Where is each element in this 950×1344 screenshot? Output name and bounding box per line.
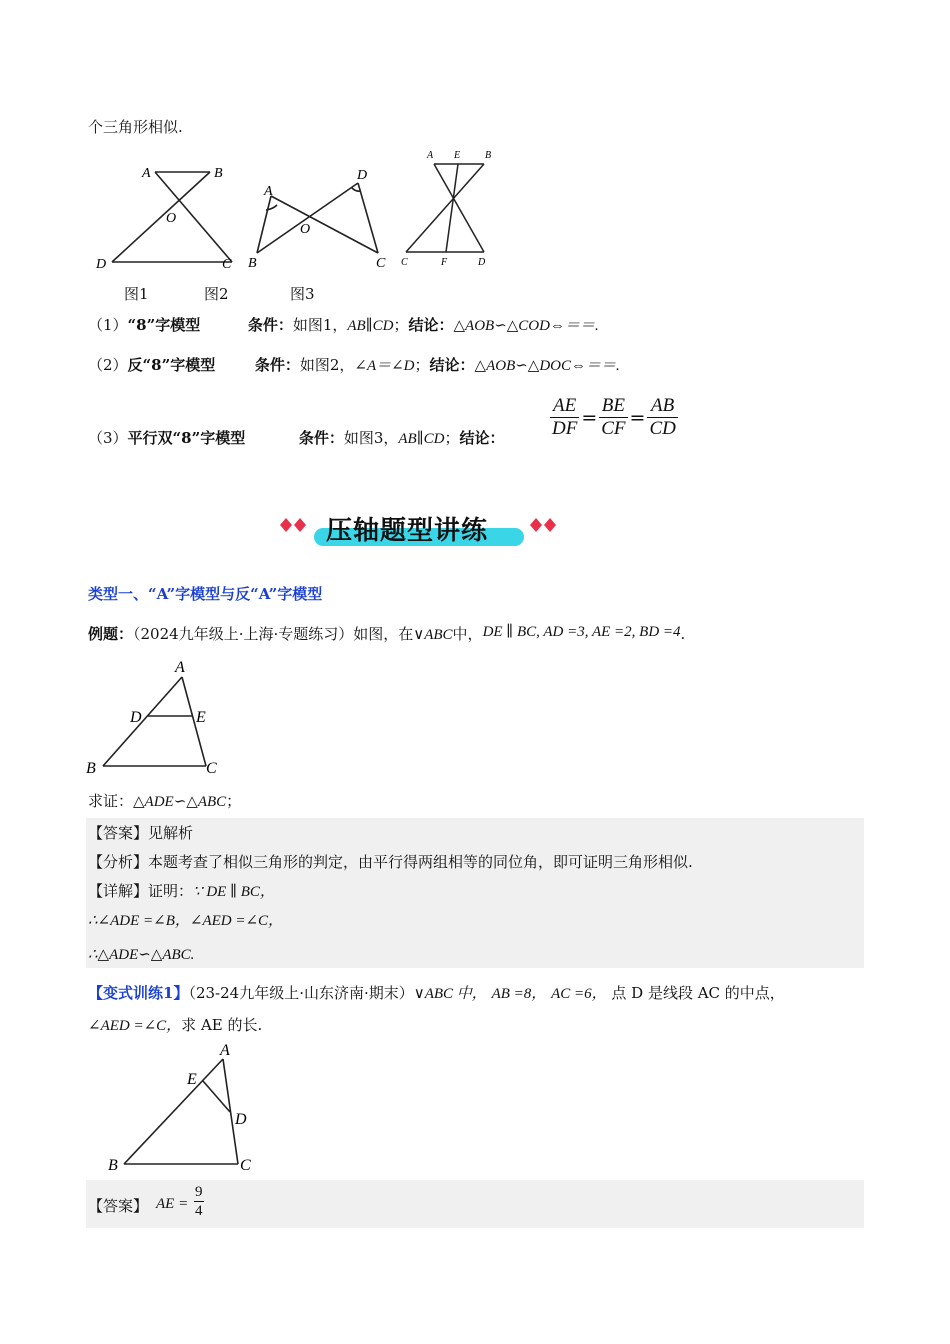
model-3-cond-math: AB∥CD bbox=[398, 431, 445, 447]
fraction-3: $\frac{AB}{CD}$ bbox=[649, 395, 676, 439]
model-1 bbox=[88, 315, 599, 336]
fig2-label-o: O bbox=[300, 222, 311, 237]
fig2-label-c: C bbox=[376, 256, 386, 271]
model-2-conc-math: △AOB∽△DOC⇔＝＝. bbox=[474, 358, 620, 374]
prove-line bbox=[88, 791, 241, 812]
model-2-cond-label: 条件： bbox=[254, 356, 300, 374]
detail-line bbox=[88, 881, 275, 902]
ex-label-c: C bbox=[206, 760, 217, 777]
equals-2: = bbox=[629, 406, 646, 429]
model-2-conc-label: 结论： bbox=[429, 356, 475, 374]
model-2-sep: ； bbox=[414, 356, 430, 374]
model-1-cond-math: AB∥CD bbox=[347, 318, 394, 334]
variant-answer-lhs: AE = bbox=[156, 1196, 189, 1212]
variant-text2: 点 D 是线段 AC 的中点， bbox=[611, 984, 785, 1002]
fig1-label-c: C bbox=[222, 257, 232, 272]
fig2-label-d: D bbox=[357, 168, 368, 183]
analysis-label: 【分析】 bbox=[88, 853, 149, 871]
diamond-left-icon bbox=[278, 516, 312, 534]
ex-label-e: E bbox=[196, 709, 206, 726]
figure-1 bbox=[92, 160, 242, 275]
prove-label: 求证： bbox=[88, 792, 134, 810]
variant-ab: AB =8， bbox=[491, 986, 547, 1002]
model-2 bbox=[88, 355, 620, 376]
detail-line3: ∴△ADE∽△ABC. bbox=[88, 947, 195, 963]
diamond-right-icon bbox=[528, 516, 562, 534]
var-label-b: B bbox=[108, 1157, 118, 1174]
detail-line1: ∵ DE ∥ BC， bbox=[193, 884, 275, 900]
fraction-1: $\frac{AE}{DF}$ bbox=[552, 395, 578, 439]
fig1-label-d: D bbox=[96, 257, 107, 272]
model-1-num: （1） bbox=[88, 316, 128, 334]
variant-angle: ∠AED =∠C， bbox=[88, 1018, 182, 1034]
model-2-cond-math: ∠A＝∠D bbox=[354, 358, 415, 374]
variant-line2 bbox=[88, 1015, 262, 1036]
ex-label-b: B bbox=[86, 760, 96, 777]
answer-line bbox=[88, 823, 193, 843]
fig3-label-a: A bbox=[427, 150, 434, 161]
ex-label-d: D bbox=[130, 709, 142, 726]
example-source: （2024九年级上·上海·专题练习）如图，在 bbox=[133, 625, 414, 643]
model-1-conc-math: △AOB∽△COD⇔＝＝. bbox=[453, 318, 599, 334]
fig2-label-a: A bbox=[264, 184, 273, 199]
model-2-cond: 如图2， bbox=[299, 356, 355, 374]
prove-math: △ADE∽△ABC bbox=[133, 794, 227, 810]
detail-line2: ∴∠ADE =∠B，∠AED =∠C， bbox=[88, 913, 284, 929]
model-1-name: “8”字模型 bbox=[127, 316, 201, 334]
ex-label-a: A bbox=[175, 659, 185, 676]
variant-answer-fraction bbox=[194, 1183, 204, 1220]
variant-source: （23-24九年级上·山东济南·期末） bbox=[188, 984, 414, 1002]
equals-1: = bbox=[581, 406, 598, 429]
model-3-sep: ； bbox=[444, 429, 460, 447]
fig1-label-o: O bbox=[166, 211, 177, 226]
caption-fig3: 图3 bbox=[290, 285, 315, 303]
fig3-label-d: D bbox=[478, 257, 486, 268]
var-label-e: E bbox=[187, 1071, 197, 1088]
example-end: . bbox=[680, 625, 686, 643]
fig3-label-e: E bbox=[454, 150, 461, 161]
variant-figure bbox=[104, 1040, 264, 1175]
variant-answer-label: 【答案】 bbox=[88, 1197, 149, 1215]
example-line bbox=[88, 624, 685, 645]
fig1-label-a: A bbox=[142, 166, 151, 181]
example-figure bbox=[84, 656, 234, 781]
variant-answer-den: 4 bbox=[195, 1203, 203, 1219]
analysis-line bbox=[88, 852, 693, 872]
example-given: DE ∥ BC, AD =3, AE =2, BD =4 bbox=[482, 624, 681, 640]
variant-ac: AC =6， bbox=[551, 986, 607, 1002]
model-3-cond: 如图3， bbox=[343, 429, 399, 447]
caption-fig2: 图2 bbox=[204, 285, 229, 303]
var-label-d: D bbox=[235, 1111, 247, 1128]
detail-prefix: 证明： bbox=[148, 882, 194, 900]
figure-3 bbox=[398, 146, 498, 272]
figure-2 bbox=[244, 163, 394, 275]
example-label: 例题： bbox=[88, 625, 134, 643]
fig3-label-b: B bbox=[485, 150, 492, 161]
answer-text: 见解析 bbox=[148, 824, 194, 842]
model-3-cond-label: 条件： bbox=[298, 429, 344, 447]
example-triangle: ∨ABC bbox=[413, 627, 453, 643]
variant-question: 求 AE 的长. bbox=[181, 1016, 263, 1034]
variant-line1 bbox=[88, 983, 785, 1004]
model-1-conc-label: 结论： bbox=[408, 316, 454, 334]
var-label-a: A bbox=[220, 1042, 230, 1059]
fig1-label-b: B bbox=[214, 166, 223, 181]
model-3-conc-label: 结论： bbox=[459, 429, 505, 447]
model-1-cond-label: 条件： bbox=[247, 316, 293, 334]
example-mid: 中， bbox=[452, 625, 483, 643]
model-3-fractions bbox=[550, 395, 678, 440]
variant-answer-num: 9 bbox=[195, 1184, 203, 1200]
model-2-name: 反“8”字模型 bbox=[127, 356, 216, 374]
detail-label: 【详解】 bbox=[88, 882, 149, 900]
section-banner bbox=[278, 506, 568, 550]
var-label-c: C bbox=[240, 1157, 251, 1174]
variant-text1: ∨ABC 中， bbox=[413, 986, 487, 1002]
intro-line: 个三角形相似. bbox=[88, 118, 183, 136]
model-2-num: （2） bbox=[88, 356, 128, 374]
section-title: 类型一、“A”字模型与反“A”字模型 bbox=[88, 585, 323, 603]
fig3-label-c: C bbox=[401, 257, 408, 268]
caption-fig1: 图1 bbox=[124, 285, 149, 303]
fig3-label-f: F bbox=[441, 257, 448, 268]
variant-label: 【变式训练1】 bbox=[88, 984, 189, 1002]
analysis-text: 本题考查了相似三角形的判定，由平行得两组相等的同位角，即可证明三角形相似. bbox=[148, 853, 693, 871]
fraction-2: $\frac{BE}{CF}$ bbox=[601, 395, 626, 439]
prove-end: ； bbox=[226, 792, 242, 810]
model-3-name: 平行双“8”字模型 bbox=[127, 429, 246, 447]
model-3-num: （3） bbox=[88, 429, 128, 447]
fig2-label-b: B bbox=[248, 256, 257, 271]
model-3 bbox=[88, 428, 505, 449]
banner-title: 压轴题型讲练 bbox=[326, 516, 489, 546]
model-1-sep: ； bbox=[393, 316, 409, 334]
model-1-cond: 如图1， bbox=[292, 316, 348, 334]
answer-label: 【答案】 bbox=[88, 824, 149, 842]
